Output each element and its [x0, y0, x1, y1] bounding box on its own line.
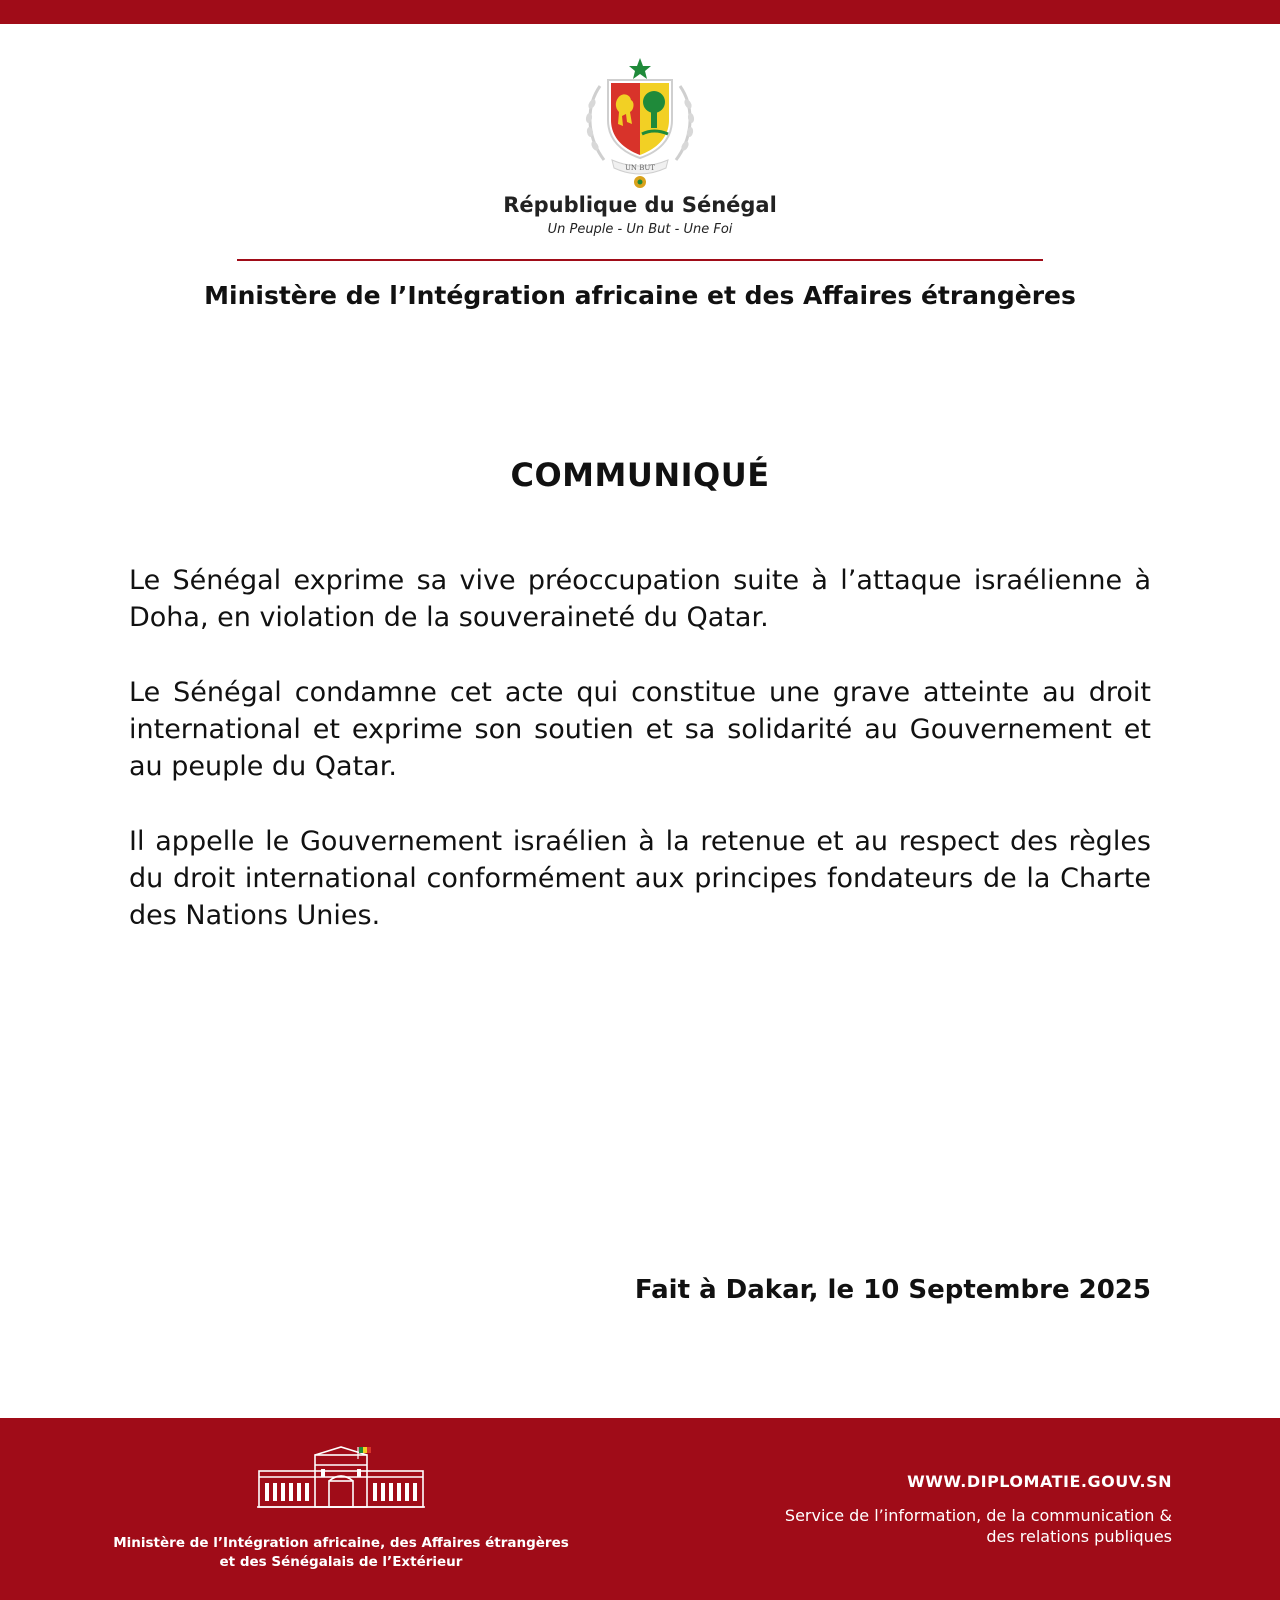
footer — [0, 1418, 1280, 1600]
footer-ministry-line-2: et des Sénégalais de l’Extérieur — [219, 1554, 463, 1570]
paragraph-2: Le Sénégal condamne cet acte qui constitue une grave atteinte au droit international et exprime son soutien et sa solidarité au Gouvernement et au peuple du Qatar. — [129, 677, 1151, 782]
service-line-1: Service de l’information, de la communication & — [784, 1506, 1172, 1525]
service-name — [712, 1505, 1172, 1547]
footer-ministry-name — [100, 1534, 582, 1572]
header-divider — [237, 259, 1043, 261]
country-name: République du Sénégal — [503, 193, 777, 217]
footer-ministry-line-1: Ministère de l’Intégration africaine, des Affaires étrangères — [113, 1535, 569, 1551]
footer-contact — [712, 1472, 1172, 1547]
top-accent-bar — [0, 0, 1280, 24]
paragraph-1: Le Sénégal exprime sa vive préoccupation suite à l’attaque israélienne à Doha, en violation de la souveraineté du Qatar. — [129, 565, 1151, 633]
paragraph-3: Il appelle le Gouvernement israélien à la retenue et au respect des règles du droit international conformément aux principes fondateurs de la Charte des Nations Unies. — [129, 826, 1151, 931]
emblem-motto-text: UN BUT — [625, 164, 655, 172]
document-title: COMMUNIQUÉ — [510, 456, 770, 494]
communique-body — [129, 562, 1151, 972]
senegal-coat-of-arms-icon — [582, 56, 698, 190]
ministry-name: Ministère de l’Intégration africaine et des Affaires étrangères — [204, 281, 1076, 310]
ministry-building-icon — [257, 1445, 425, 1511]
national-motto: Un Peuple - Un But - Une Foi — [547, 222, 733, 237]
service-line-2: des relations publiques — [986, 1527, 1172, 1546]
website-link[interactable]: WWW.DIPLOMATIE.GOUV.SN — [907, 1472, 1172, 1491]
place-and-date: Fait à Dakar, le 10 Septembre 2025 — [634, 1275, 1151, 1305]
